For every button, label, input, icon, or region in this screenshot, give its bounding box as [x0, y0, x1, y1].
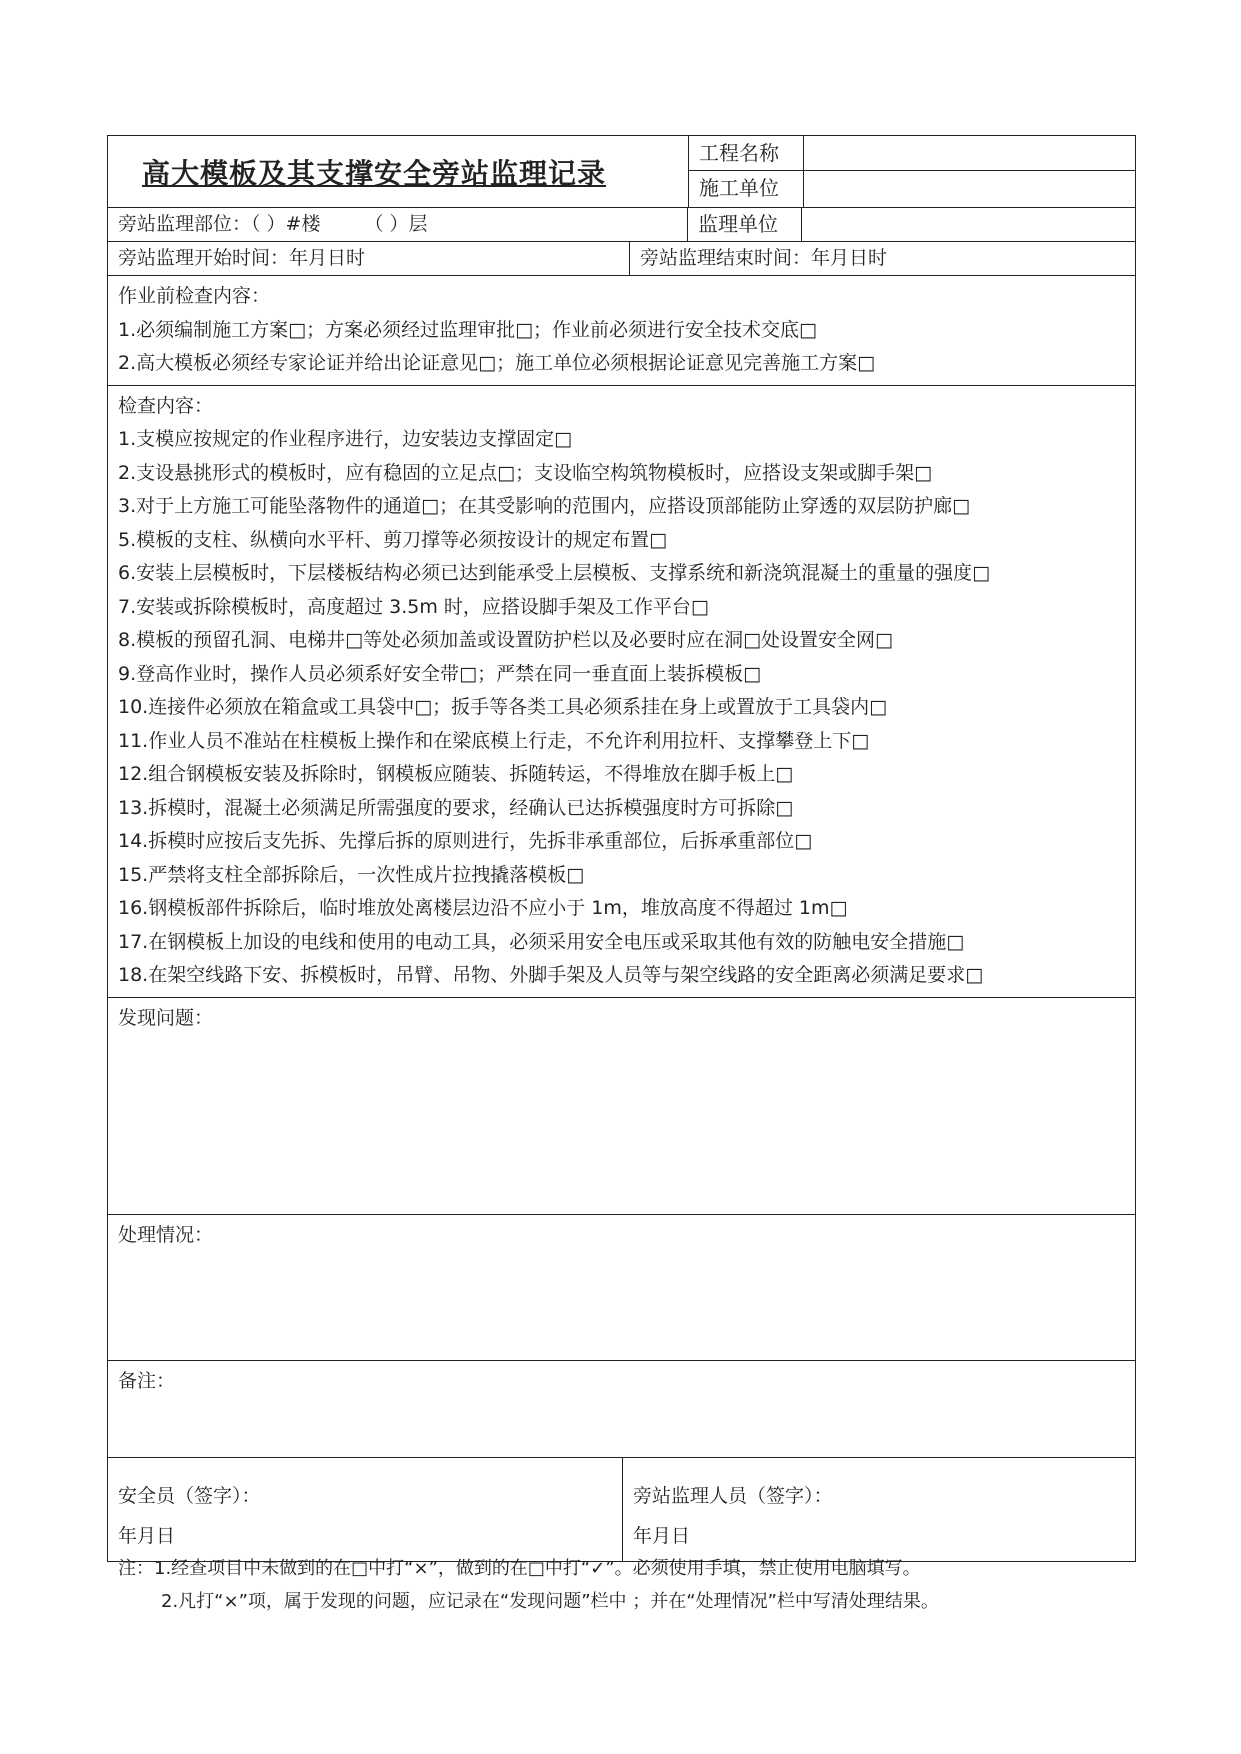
check-section: [108, 386, 1135, 998]
check-item[interactable]: 12.组合钢模板安装及拆除时，钢模板应随装、拆随转运，不得堆放在脚手板上□: [118, 763, 794, 785]
check-item[interactable]: 17.在钢模板上加设的电线和使用的电动工具，必须采用安全电压或采取其他有效的防触电安全措施□: [118, 930, 965, 953]
title-cell: [108, 136, 689, 207]
safety-officer-cell[interactable]: [108, 1458, 623, 1561]
supervisor-cell[interactable]: [623, 1458, 1135, 1561]
handling-label: 处理情况：: [118, 1223, 214, 1246]
check-heading: 检查内容：: [118, 394, 214, 417]
handling-section[interactable]: [108, 1215, 1135, 1361]
header-label-column: [689, 136, 804, 207]
check-item[interactable]: 3.对于上方施工可能坠落物件的通道□；在其受影响的范围内，应搭设顶部能防止穿透的双层防护廊□: [118, 495, 971, 517]
check-block: [108, 386, 1135, 997]
project-name-label: 工程名称: [689, 136, 803, 171]
check-item[interactable]: 13.拆模时，混凝土必须满足所需强度的要求，经确认已达拆模强度时方可拆除□: [118, 796, 794, 819]
supervision-record-form: [107, 135, 1136, 1562]
header-value-column: [804, 136, 1135, 207]
remarks-label: 备注：: [118, 1369, 176, 1392]
issues-section[interactable]: [108, 998, 1135, 1215]
check-item[interactable]: 15.严禁将支柱全部拆除后，一次性成片拉拽撬落模板□: [118, 863, 585, 886]
check-item[interactable]: 5.模板的支柱、纵横向水平杆、剪刀撑等必须按设计的规定布置□: [118, 528, 668, 551]
start-time-field[interactable]: 旁站监理开始时间：年月日时: [108, 242, 630, 275]
signature-section: [108, 1458, 1135, 1561]
check-item[interactable]: 2.支设悬挑形式的模板时，应有稳固的立足点□；支设临空构筑物模板时，应搭设支架或脚手架□: [118, 461, 933, 484]
check-item[interactable]: 18.在架空线路下安、拆模板时，吊臂、吊物、外脚手架及人员等与架空线路的安全距离必须满足要求□: [118, 964, 984, 986]
construction-unit-label: 施工单位: [699, 176, 779, 200]
time-row: [108, 242, 1135, 276]
check-item[interactable]: 6.安装上层模板时，下层楼板结构必须已达到能承受上层模板、支撑系统和新浇筑混凝土的重量的强度□: [118, 562, 991, 584]
footnote-1: 注：1.经查项目中未做到的在□中打“×”，做到的在□中打“✓”。必须使用手填，禁止使用电脑填写。: [118, 1558, 921, 1579]
page-title: 高大模板及其支撑安全旁站监理记录: [142, 157, 607, 190]
supervision-unit-label: 监理单位: [688, 208, 802, 241]
check-item[interactable]: 14.拆模时应按后支先拆、先撑后拆的原则进行，先拆非承重部位，后拆承重部位□: [118, 830, 813, 852]
end-time-field[interactable]: 旁站监理结束时间：年月日时: [640, 247, 888, 269]
pre-check-item[interactable]: 2.高大模板必须经专家论证并给出论证意见□；施工单位必须根据论证意见完善施工方案□: [118, 352, 876, 374]
pre-check-block: [108, 276, 1135, 385]
supervision-unit-field[interactable]: [802, 208, 1135, 241]
check-item[interactable]: 11.作业人员不准站在柱模板上操作和在梁底模上行走，不允许利用拉杆、支撑攀登上下□: [118, 729, 870, 752]
location-row: [108, 208, 1135, 242]
supervisor-date: 年月日: [633, 1524, 691, 1547]
check-item[interactable]: 16.钢模板部件拆除后，临时堆放处离楼层边沿不应小于 1m，堆放高度不得超过 1m□: [118, 897, 848, 919]
check-item[interactable]: 7.安装或拆除模板时，高度超过 3.5m 时，应搭设脚手架及工作平台□: [118, 595, 709, 618]
pre-check-item[interactable]: 1.必须编制施工方案□；方案必须经过监理审批□；作业前必须进行安全技术交底□: [118, 318, 817, 341]
check-item[interactable]: 9.登高作业时，操作人员必须系好安全带□；严禁在同一垂直面上装拆模板□: [118, 662, 762, 685]
safety-officer-date: 年月日: [118, 1524, 176, 1547]
check-item[interactable]: 1.支模应按规定的作业程序进行，边安装边支撑固定□: [118, 428, 573, 450]
issues-label: 发现问题：: [118, 1006, 214, 1029]
check-item[interactable]: 10.连接件必须放在箱盒或工具袋中□；扳手等各类工具必须系挂在身上或置放于工具袋内□: [118, 696, 888, 718]
project-name-field[interactable]: [804, 136, 1135, 171]
location-field[interactable]: 旁站监理部位：（ ）#楼 （ ）层: [108, 208, 688, 241]
header-section: [108, 136, 1135, 208]
pre-check-section: [108, 276, 1135, 386]
footnotes: [118, 1552, 939, 1618]
check-item[interactable]: 8.模板的预留孔洞、电梯井□等处必须加盖或设置防护栏以及必要时应在洞□处设置安全网□: [118, 629, 893, 651]
construction-unit-field[interactable]: [804, 171, 1135, 206]
safety-officer-label: 安全员（签字）：: [118, 1484, 261, 1507]
pre-check-heading: 作业前检查内容：: [118, 285, 271, 307]
supervisor-label: 旁站监理人员（签字）：: [633, 1484, 833, 1507]
remarks-section[interactable]: [108, 1361, 1135, 1458]
footnote-2: 2.凡打“×”项，属于发现的问题，应记录在“发现问题”栏中 ；并在“处理情况”栏中写清处理结果。: [161, 1591, 939, 1612]
